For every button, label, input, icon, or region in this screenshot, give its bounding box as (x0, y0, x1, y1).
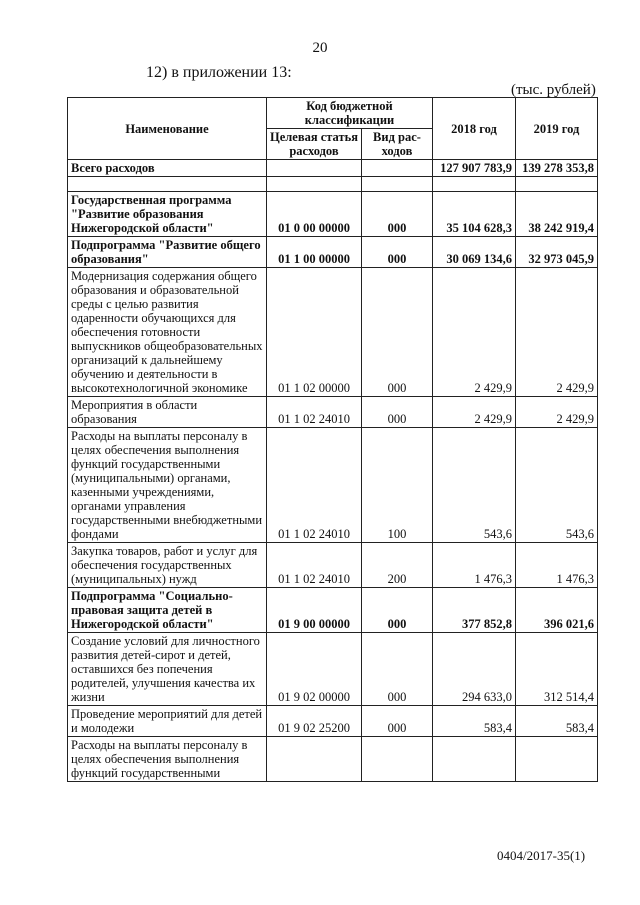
units-label: (тыс. рублей) (511, 82, 596, 98)
table-body (68, 160, 598, 782)
row-name-cell: Проведение мероприятий для детей и молодежи (68, 706, 267, 737)
row-2019-cell: 1 476,3 (516, 543, 598, 588)
row-target-article-cell: 01 9 02 00000 (267, 633, 362, 706)
row-name-cell: Расходы на выплаты персоналу в целях обеспечения выполнения функций государственными (муниципальными) органами, казенными учреждениями, органами управления государственными внебюджетными фондами (68, 428, 267, 543)
table-row (68, 237, 598, 268)
header-code-group: Код бюджетной классификации (267, 98, 433, 129)
row-expense-type-cell: 100 (362, 428, 433, 543)
row-expense-type-cell: 000 (362, 706, 433, 737)
spacer-cell (516, 177, 598, 192)
row-2018-cell: 2 429,9 (433, 268, 516, 397)
row-name-cell: Подпрограмма "Социально-правовая защита детей в Нижегородской области" (68, 588, 267, 633)
row-name-cell: Расходы на выплаты персоналу в целях обеспечения выполнения функций государственными (68, 737, 267, 782)
row-expense-type-cell: 000 (362, 268, 433, 397)
row-target-article-cell: 01 9 02 25200 (267, 706, 362, 737)
row-2019-cell: 396 021,6 (516, 588, 598, 633)
row-target-article-cell: 01 9 00 00000 (267, 588, 362, 633)
row-target-article-cell: 01 1 02 24010 (267, 397, 362, 428)
row-expense-type-cell (362, 160, 433, 177)
table-row (68, 706, 598, 737)
header-expense-type: Вид рас-ходов (362, 129, 433, 160)
row-target-article-cell: 01 1 02 24010 (267, 428, 362, 543)
row-target-article-cell (267, 737, 362, 782)
row-name-cell: Создание условий для личностного развития детей-сирот и детей, оставшихся без попечения родителей, улучшения качества их жизни (68, 633, 267, 706)
table-row (68, 397, 598, 428)
row-2018-cell (433, 737, 516, 782)
row-expense-type-cell (362, 737, 433, 782)
table-header (68, 98, 598, 160)
table-row (68, 543, 598, 588)
table-row (68, 633, 598, 706)
row-2019-cell: 312 514,4 (516, 633, 598, 706)
row-expense-type-cell: 000 (362, 237, 433, 268)
header-2019: 2019 год (516, 98, 598, 160)
document-code: 0404/2017-35(1) (497, 848, 586, 863)
row-2019-cell: 139 278 353,8 (516, 160, 598, 177)
row-2019-cell: 2 429,9 (516, 397, 598, 428)
table-row (68, 428, 598, 543)
table-row (68, 160, 598, 177)
header-target-article: Целевая статья расходов (267, 129, 362, 160)
row-name-cell: Модернизация содержания общего образования и образовательной среды с целью развития одаренности обучающихся для обеспечения готовности выпускников общеобразовательных организаций к дальнейшему обучению и деятельности в высокотехнологичной экономике (68, 268, 267, 397)
row-name-cell: Всего расходов (68, 160, 267, 177)
budget-table (67, 97, 598, 782)
row-expense-type-cell: 200 (362, 543, 433, 588)
row-2019-cell: 32 973 045,9 (516, 237, 598, 268)
header-2018: 2018 год (433, 98, 516, 160)
row-2018-cell: 543,6 (433, 428, 516, 543)
page-number: 20 (312, 40, 328, 56)
row-target-article-cell (267, 160, 362, 177)
table-row (68, 588, 598, 633)
row-2018-cell: 294 633,0 (433, 633, 516, 706)
spacer-cell (433, 177, 516, 192)
table-row (68, 192, 598, 237)
row-target-article-cell: 01 1 02 00000 (267, 268, 362, 397)
row-2018-cell: 583,4 (433, 706, 516, 737)
spacer-row (68, 177, 598, 192)
header-name: Наименование (68, 98, 267, 160)
row-expense-type-cell: 000 (362, 192, 433, 237)
row-2018-cell: 35 104 628,3 (433, 192, 516, 237)
row-name-cell: Государственная программа "Развитие образования Нижегородской области" (68, 192, 267, 237)
row-2019-cell: 583,4 (516, 706, 598, 737)
row-2019-cell: 38 242 919,4 (516, 192, 598, 237)
table-row (68, 268, 598, 397)
spacer-cell (267, 177, 362, 192)
row-name-cell: Мероприятия в области образования (68, 397, 267, 428)
row-target-article-cell: 01 0 00 00000 (267, 192, 362, 237)
row-2018-cell: 377 852,8 (433, 588, 516, 633)
row-2019-cell (516, 737, 598, 782)
spacer-cell (362, 177, 433, 192)
row-2019-cell: 543,6 (516, 428, 598, 543)
row-2018-cell: 127 907 783,9 (433, 160, 516, 177)
row-2018-cell: 1 476,3 (433, 543, 516, 588)
row-name-cell: Подпрограмма "Развитие общего образования" (68, 237, 267, 268)
row-expense-type-cell: 000 (362, 397, 433, 428)
row-target-article-cell: 01 1 02 24010 (267, 543, 362, 588)
row-expense-type-cell: 000 (362, 588, 433, 633)
section-intro: 12) в приложении 13: (146, 64, 292, 81)
table-row (68, 737, 598, 782)
row-expense-type-cell: 000 (362, 633, 433, 706)
row-2018-cell: 2 429,9 (433, 397, 516, 428)
spacer-cell (68, 177, 267, 192)
row-target-article-cell: 01 1 00 00000 (267, 237, 362, 268)
row-2018-cell: 30 069 134,6 (433, 237, 516, 268)
row-name-cell: Закупка товаров, работ и услуг для обеспечения государственных (муниципальных) нужд (68, 543, 267, 588)
row-2019-cell: 2 429,9 (516, 268, 598, 397)
